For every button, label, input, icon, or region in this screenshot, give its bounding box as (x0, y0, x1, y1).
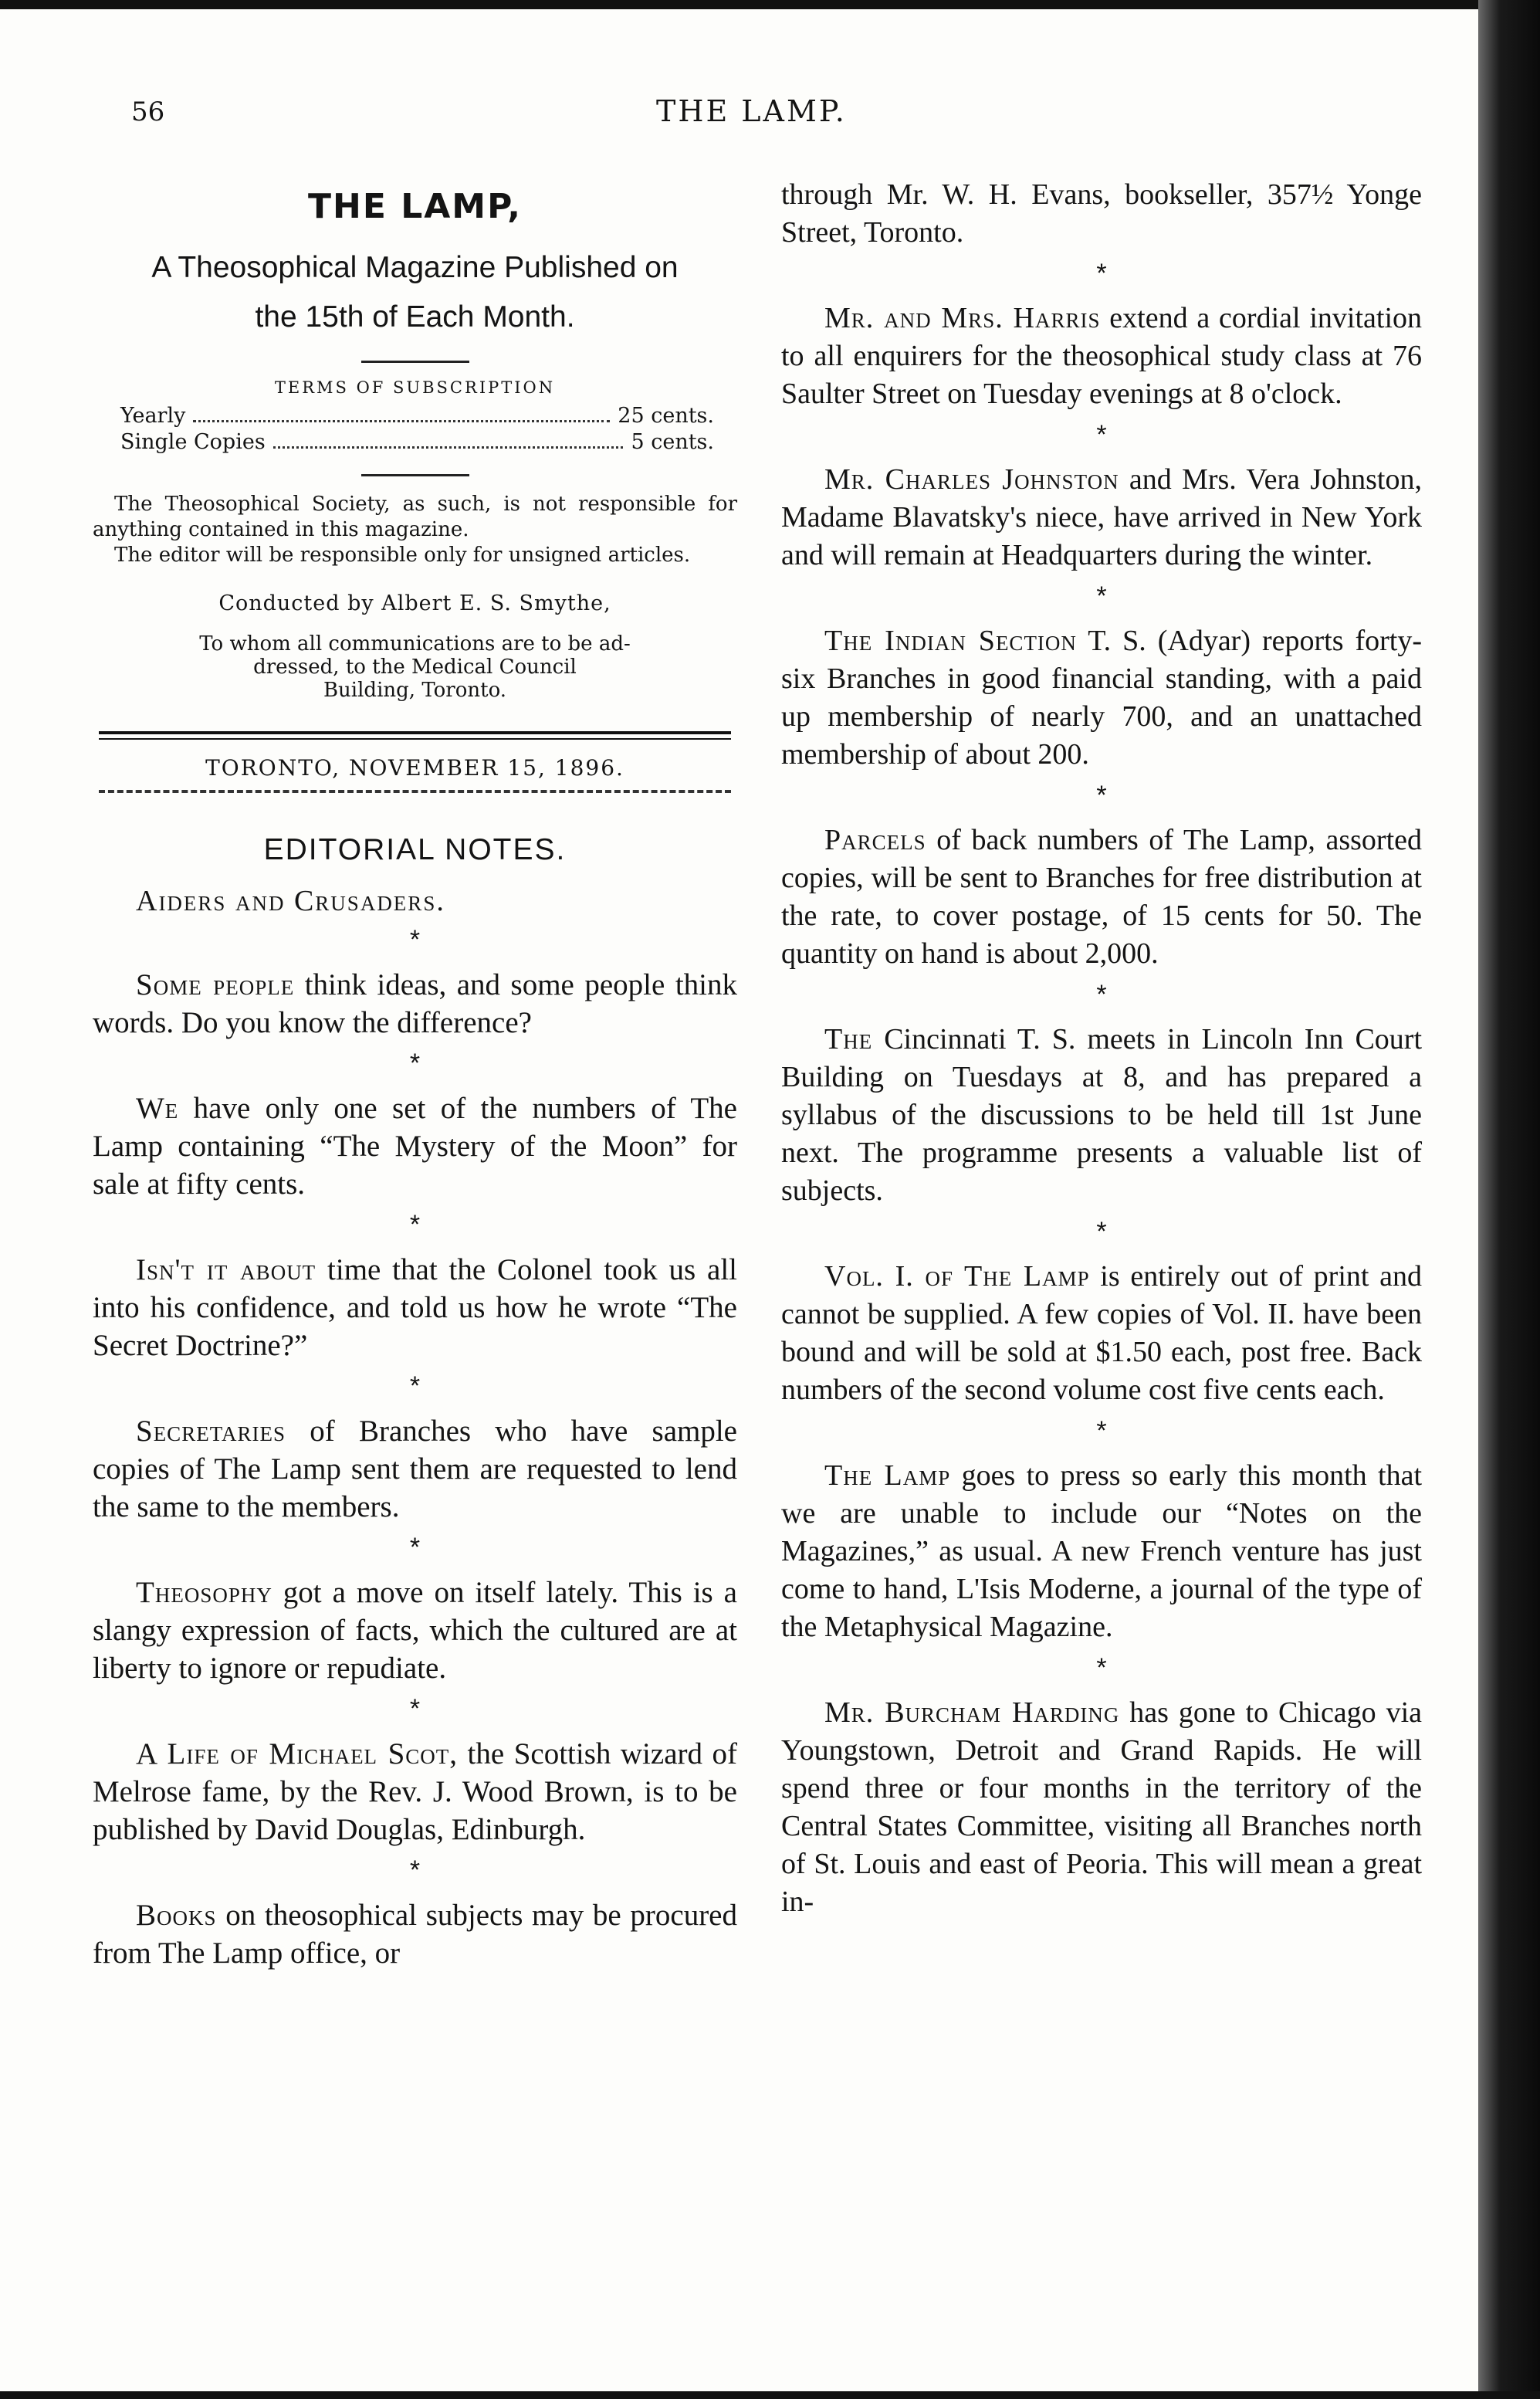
note-paragraph (93, 1251, 737, 1364)
star-separator: * (409, 1210, 421, 1239)
terms-price: 5 cents. (631, 430, 714, 454)
note-paragraph (93, 1412, 737, 1526)
double-rule (99, 731, 731, 740)
address-line-2: dressed, to the Medical Council (253, 656, 577, 679)
dot-leader (273, 446, 624, 449)
paragraph-lead: Secretaries (136, 1415, 286, 1448)
star-separator: * (409, 1855, 421, 1885)
star-separator: * (1096, 980, 1107, 1009)
paragraph-text: Cincinnati T. S. meets in Lincoln Inn Court Building on Tuesdays at 8, and has prepared a syllabus of the discussions to be held till 1st June next. The programme presents a valuable list of subjects. (781, 1023, 1422, 1207)
paragraph-text: T. S. (Adyar) reports forty-six Branches in good financial standing, with a paid up membership of nearly 700, and an unattached membership of about 200. (781, 625, 1422, 771)
paragraph-lead: Vol. I. of The Lamp (824, 1260, 1090, 1293)
masthead-subtitle-1: A Theosophical Magazine Published on (151, 251, 679, 284)
bottom-border (0, 2391, 1540, 2399)
paragraph-text: and Mrs. Vera Johnston, Madame Blavatsky's niece, have arrived in New York and will remain at Headquarters during the winter. (781, 463, 1422, 571)
top-border (0, 0, 1540, 9)
paragraph-lead: Books (136, 1899, 217, 1932)
paragraph-text: got a move on itself lately. This is a slangy expression of facts, which the cultured are at liberty to ignore or repudiate. (93, 1576, 737, 1685)
address-line-3: Building, Toronto. (323, 679, 507, 702)
terms-rule (361, 474, 469, 476)
note-paragraph (93, 1735, 737, 1848)
disclaimer: The Theosophical Society, as such, is not responsible for anything contained in this magazine. (93, 493, 737, 541)
paragraph-lead: The Lamp (824, 1459, 951, 1492)
paragraph-lead: Mr. Charles Johnston (824, 463, 1119, 496)
paragraph-lead: A Life of Michael Scot, (136, 1737, 459, 1770)
paragraph-text: extend a cordial invitation to all enquirers for the theosophical study class at 76 Saulter Street on Tuesday evenings at 8 o'clock. (781, 302, 1423, 410)
note-paragraph (781, 1258, 1422, 1409)
note-paragraph (93, 966, 737, 1042)
note-paragraph (781, 461, 1422, 574)
star-separator: * (409, 1371, 421, 1401)
paragraph-lead: Isn't it about (136, 1253, 316, 1286)
paragraph-lead: Mr. Burcham Harding (824, 1696, 1120, 1729)
paragraph-text: has gone to Chicago via Youngstown, Detroit and Grand Rapids. He will spend three or four months in the territory of the Central States Committee, visiting all Branches north of St. Louis and east of Peoria. This will mean a great in- (781, 1696, 1422, 1918)
note-paragraph (93, 1574, 737, 1687)
dateline: TORONTO, NOVEMBER 15, 1896. (205, 755, 624, 781)
running-head: THE LAMP. (656, 94, 847, 128)
terms-row-yearly (93, 403, 737, 429)
star-separator: * (1096, 259, 1107, 288)
note-paragraph (781, 1457, 1422, 1646)
editor-note: The editor will be responsible only for unsigned articles. (114, 544, 691, 567)
paragraph-text: time that the Colonel took us all into his confidence, and told us how he wrote “The Secret Doctrine?” (93, 1253, 737, 1362)
conducted-by: Conducted by Albert E. S. Smythe, (218, 591, 611, 615)
paragraph-lead: Theosophy (136, 1576, 272, 1609)
star-separator: * (1096, 781, 1107, 810)
section-heading: EDITORIAL NOTES. (263, 833, 567, 866)
terms-heading: TERMS OF SUBSCRIPTION (274, 378, 556, 397)
right-column (781, 176, 1422, 1921)
terms-price: 25 cents. (618, 404, 714, 428)
page-number: 56 (131, 97, 165, 127)
note-paragraph (93, 1896, 737, 1972)
masthead-rule (361, 361, 469, 363)
continued-paragraph: through Mr. W. H. Evans, bookseller, 357½ Yonge Street, Toronto. (781, 178, 1422, 249)
star-separator: * (1096, 581, 1107, 611)
paragraph-text: think ideas, and some people think words. Do you know the difference? (93, 968, 737, 1039)
note-paragraph (781, 300, 1422, 413)
note-paragraph (781, 1021, 1422, 1210)
paragraph-text: on theosophical subjects may be procured from The Lamp office, or (93, 1899, 737, 1970)
subheading: Aiders and Crusaders. (136, 885, 445, 917)
paragraph-lead: The (824, 1023, 873, 1055)
note-paragraph (93, 1089, 737, 1203)
star-separator: * (1096, 1653, 1107, 1682)
left-column (93, 176, 737, 1972)
dashed-rule (99, 790, 731, 793)
paragraph-text: the Scottish wizard of Melrose fame, by the Rev. J. Wood Brown, is to be published by David Douglas, Edinburgh. (93, 1737, 737, 1846)
page-edge-shadow (1478, 0, 1540, 2399)
terms-label: Single Copies (120, 430, 266, 454)
paragraph-text: of Branches who have sample copies of The Lamp sent them are requested to lend the same to the members. (93, 1415, 737, 1523)
star-separator: * (1096, 1416, 1107, 1445)
paragraph-text: goes to press so early this month that we are unable to include our “Notes on the Magazines,” as usual. A new French venture has just come to hand, L'Isis Moderne, a journal of the type of the Metaphysical Magazine. (781, 1459, 1423, 1643)
note-paragraph (781, 1694, 1422, 1921)
note-paragraph (781, 822, 1422, 973)
paragraph-lead: We (136, 1092, 179, 1125)
star-separator: * (409, 1049, 421, 1078)
address-line-1: To whom all communications are to be ad- (199, 632, 631, 656)
star-separator: * (409, 1533, 421, 1562)
paragraph-lead: Parcels (824, 824, 926, 856)
dot-leader (193, 420, 610, 422)
star-separator: * (1096, 420, 1107, 449)
star-separator: * (409, 925, 421, 954)
paragraph-lead: The Indian Section (824, 625, 1077, 657)
paragraph-text: have only one set of the numbers of The Lamp containing “The Mystery of the Moon” for sale at fifty cents. (93, 1092, 737, 1201)
star-separator: * (1096, 1217, 1107, 1246)
terms-row-single (93, 429, 737, 456)
paragraph-text: of back numbers of The Lamp, assorted copies, will be sent to Branches for free distribution at the rate, to cover postage, of 15 cents for 50. The quantity on hand is about 2,000. (781, 824, 1422, 970)
star-separator: * (409, 1694, 421, 1723)
terms-label: Yearly (120, 404, 186, 428)
paragraph-lead: Some people (136, 968, 295, 1001)
masthead-subtitle-2: the 15th of Each Month. (255, 300, 575, 334)
note-paragraph (781, 622, 1422, 774)
paragraph-text: is entirely out of print and cannot be supplied. A few copies of Vol. II. have been bound and will be sold at $1.50 each, post free. Back numbers of the second volume cost five cents each. (781, 1260, 1422, 1406)
paragraph-lead: Mr. and Mrs. Harris (824, 302, 1101, 334)
masthead-title: THE LAMP, (308, 187, 522, 226)
